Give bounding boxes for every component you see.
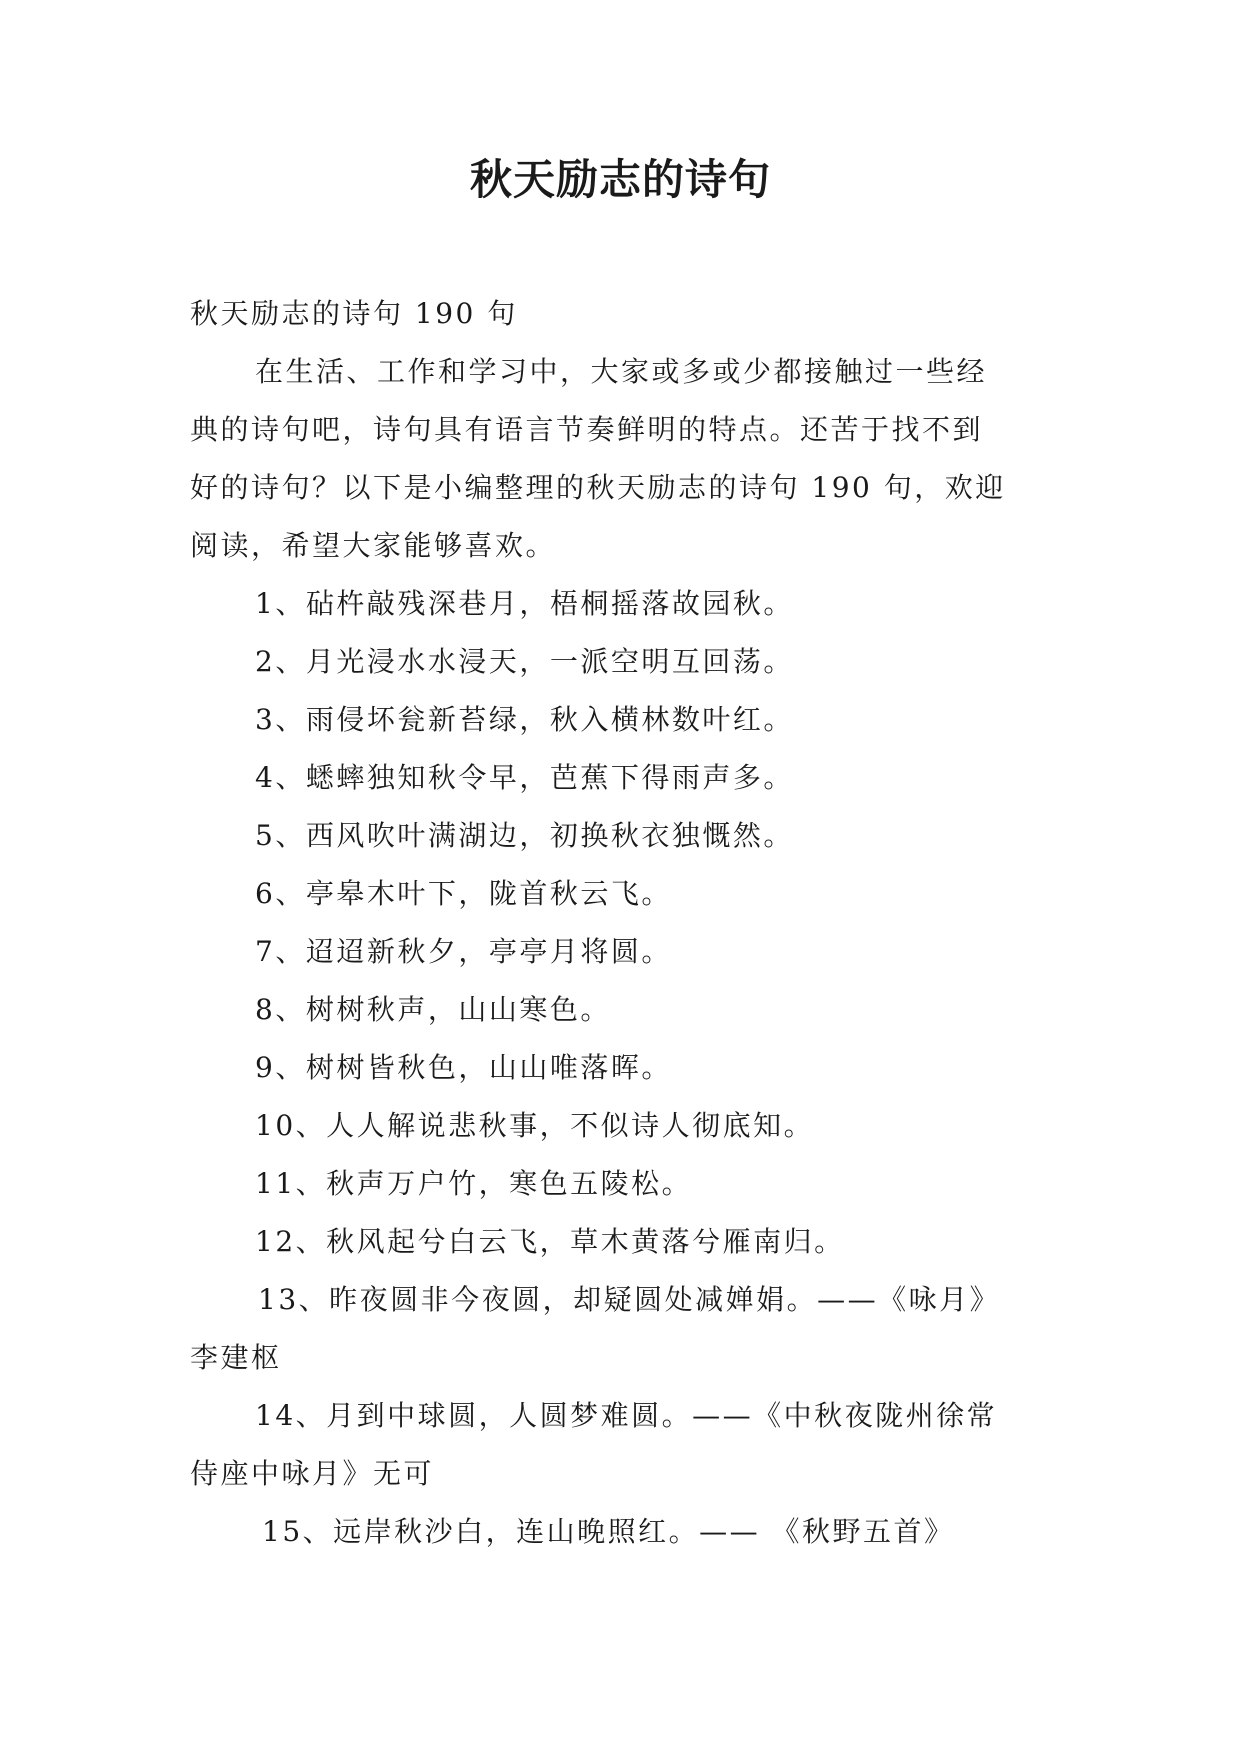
poem-item-14-line1: 14、月到中球圆，人圆梦难圆。——《中秋夜陇州徐常	[255, 1399, 998, 1432]
intro-line: 典的诗句吧，诗句具有语言节奏鲜明的特点。还苦于找不到	[190, 413, 984, 446]
poem-item-13-line2: 李建枢	[190, 1341, 282, 1374]
poem-item-15-line1: 15、远岸秋沙白，连山晚照红。—— 《秋野五首》	[262, 1515, 955, 1548]
poem-item: 5、西风吹叶满湖边，初换秋衣独慨然。	[255, 819, 794, 852]
poem-item: 6、亭皋木叶下，陇首秋云飞。	[255, 877, 672, 910]
document-title: 秋天励志的诗句	[469, 155, 771, 204]
poem-item: 1、砧杵敲残深巷月，梧桐摇落故园秋。	[255, 587, 794, 620]
document-body	[190, 285, 1060, 1561]
intro-line: 好的诗句？以下是小编整理的秋天励志的诗句 190 句，欢迎	[190, 471, 1006, 504]
poem-item-13-line1: 13、昨夜圆非今夜圆，却疑圆处减婵娟。——《咏月》	[258, 1283, 1001, 1316]
poem-item: 4、蟋蟀独知秋令早，芭蕉下得雨声多。	[255, 761, 794, 794]
poem-item-14-line2: 侍座中咏月》无可	[190, 1457, 435, 1490]
poem-item: 11、秋声万户竹，寒色五陵松。	[255, 1167, 693, 1200]
poem-item: 2、月光浸水水浸天，一派空明互回荡。	[255, 645, 794, 678]
intro-line: 在生活、工作和学习中，大家或多或少都接触过一些经	[255, 355, 988, 388]
poem-item: 10、人人解说悲秋事，不似诗人彻底知。	[255, 1109, 815, 1142]
poem-item: 3、雨侵坏瓮新苔绿，秋入横林数叶红。	[255, 703, 794, 736]
document-subtitle: 秋天励志的诗句 190 句	[190, 297, 518, 330]
poem-item: 12、秋风起兮白云飞，草木黄落兮雁南归。	[255, 1225, 845, 1258]
intro-line: 阅读，希望大家能够喜欢。	[190, 529, 557, 562]
poem-item: 9、树树皆秋色，山山唯落晖。	[255, 1051, 672, 1084]
poem-item: 7、迢迢新秋夕，亭亭月将圆。	[255, 935, 672, 968]
poem-item: 8、树树秋声，山山寒色。	[255, 993, 611, 1026]
